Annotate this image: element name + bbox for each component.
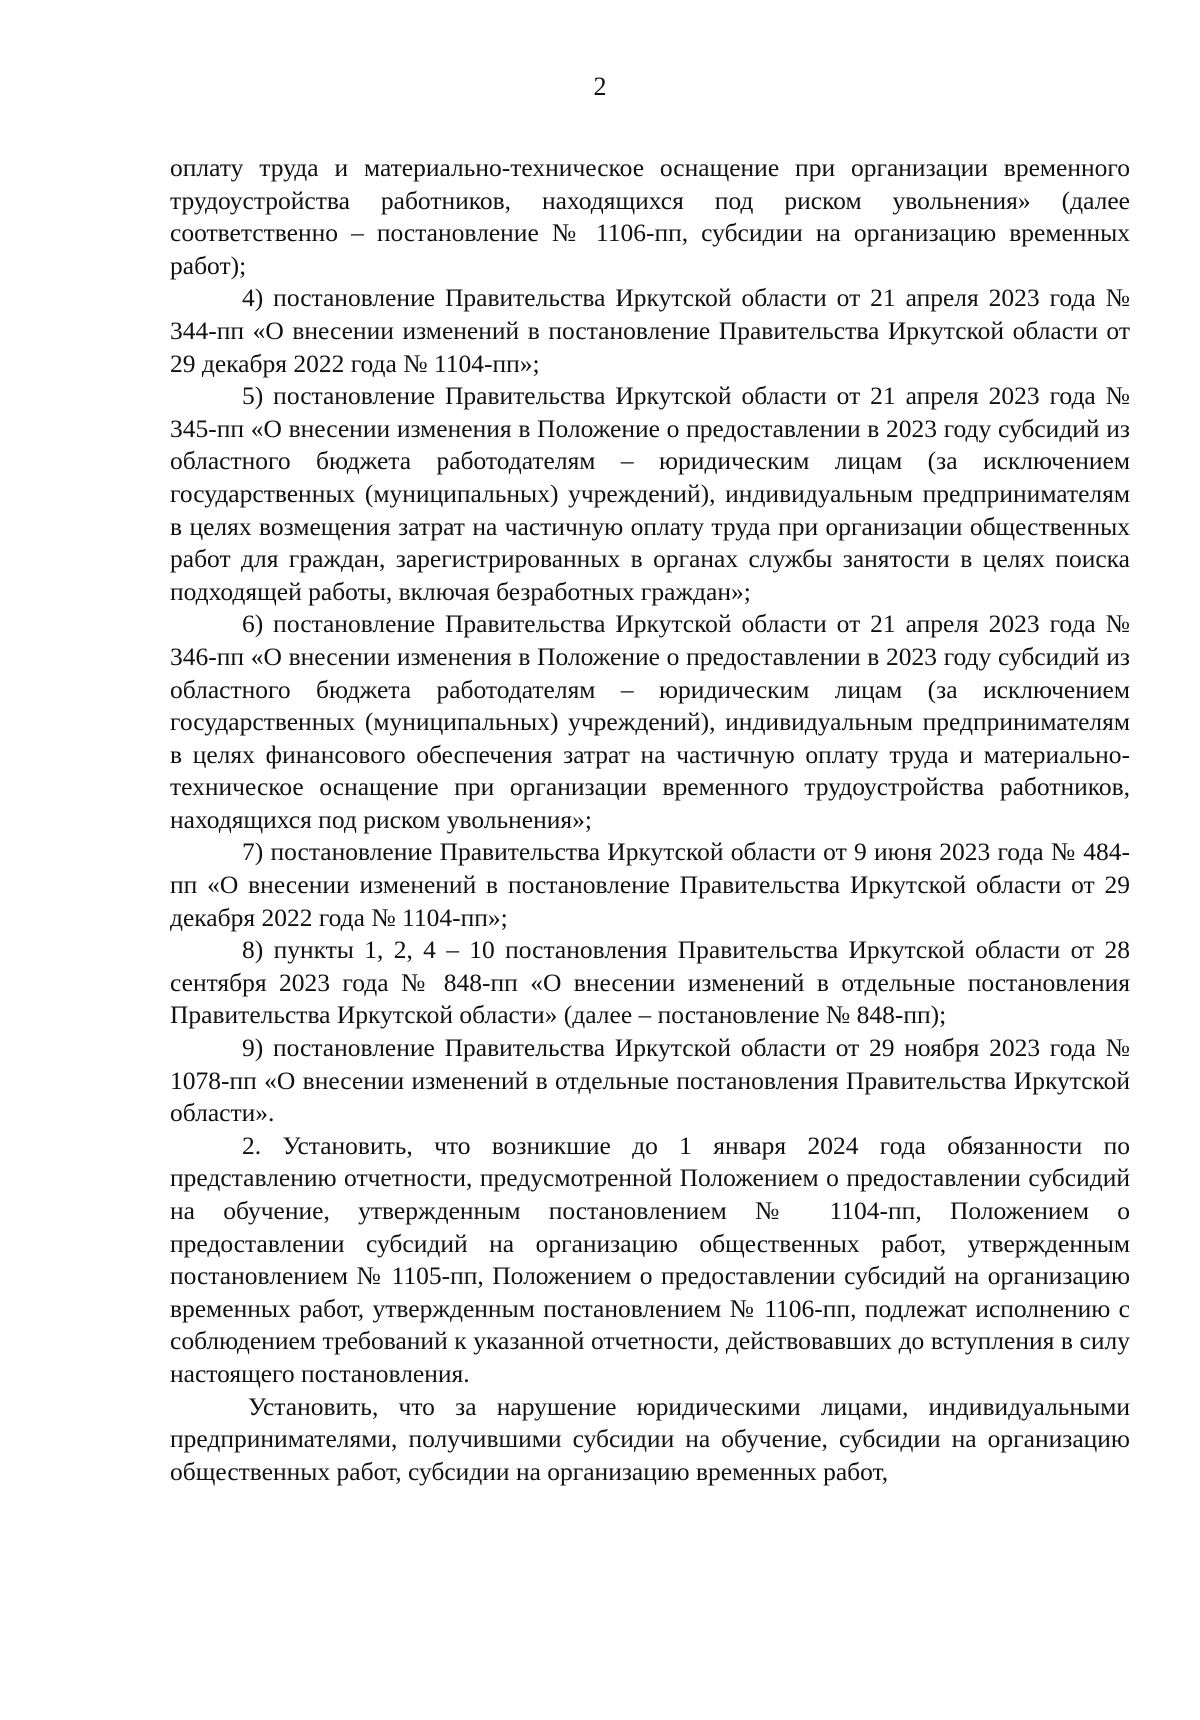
closing-paragraph: Установить, что за нарушение юридическими лицами, индивидуальными предпринимателями, получившими субсидии на обучение, субсидии на организацию общественных работ, субсидии на организацию временных работ, (170, 1391, 1130, 1486)
list-item-5: 5) постановление Правительства Иркутской области от 21 апреля 2023 года № 345-пп «О внесении изменения в Положение о предоставлении в 2023 году субсидий из областного бюджета работодателям – юридическим лицам (за исключением государственных (муниципальных) учреждений), индивидуальным предпринимателям в целях возмещения затрат на частичную оплату труда при организации общественных работ для граждан, зарегистрированных в органах службы занятости в целях поиска подходящей работы, включая безработных граждан»; (170, 381, 1130, 606)
list-item-6: 6) постановление Правительства Иркутской области от 21 апреля 2023 года № 346-пп «О внесении изменения в Положение о предоставлении в 2023 году субсидий из областного бюджета работодателям – юридическим лицам (за исключением государственных (муниципальных) учреждений), индивидуальным предпринимателям в целях финансового обеспечения затрат на частичную оплату труда и материально-техническое оснащение при организации временного трудоустройства работников, находящихся под риском увольнения»; (170, 609, 1130, 834)
list-item-8: 8) пункты 1, 2, 4 – 10 постановления Правительства Иркутской области от 28 сентября 2023 года № 848-пп «О внесении изменений в отдельные постановления Правительства Иркутской области» (далее – постановление № 848-пп); (170, 935, 1130, 1030)
list-item-9: 9) постановление Правительства Иркутской области от 29 ноября 2023 года № 1078-пп «О внесении изменений в отдельные постановления Правительства Иркутской области». (170, 1033, 1130, 1128)
document-body (170, 152, 1130, 1488)
list-item-4: 4) постановление Правительства Иркутской области от 21 апреля 2023 года № 344-пп «О внесении изменений в постановление Правительства Иркутской области от 29 декабря 2022 года № 1104-пп»; (170, 283, 1130, 378)
list-item-7: 7) постановление Правительства Иркутской области от 9 июня 2023 года № 484-пп «О внесении изменений в постановление Правительства Иркутской области от 29 декабря 2022 года № 1104-пп»; (170, 837, 1130, 932)
page-number: 2 (593, 72, 607, 101)
paragraph-continuation: оплату труда и материально-техническое оснащение при организации временного трудоустройства работников, находящихся под риском увольнения» (далее соответственно – постановление № 1106-пп, субсидии на организацию временных работ); (170, 153, 1130, 280)
section-2-paragraph: 2. Установить, что возникшие до 1 января 2024 года обязанности по представлению отчетности, предусмотренной Положением о предоставлении субсидий на обучение, утвержденным постановлением № 1104-пп, Положением о предоставлении субсидий на организацию общественных работ, утвержденным постановлением № 1105-пп, Положением о предоставлении субсидий на организацию временных работ, утвержденным постановлением № 1106-пп, подлежат исполнению с соблюдением требований к указанной отчетности, действовавших до вступления в силу настоящего постановления. (170, 1130, 1130, 1388)
